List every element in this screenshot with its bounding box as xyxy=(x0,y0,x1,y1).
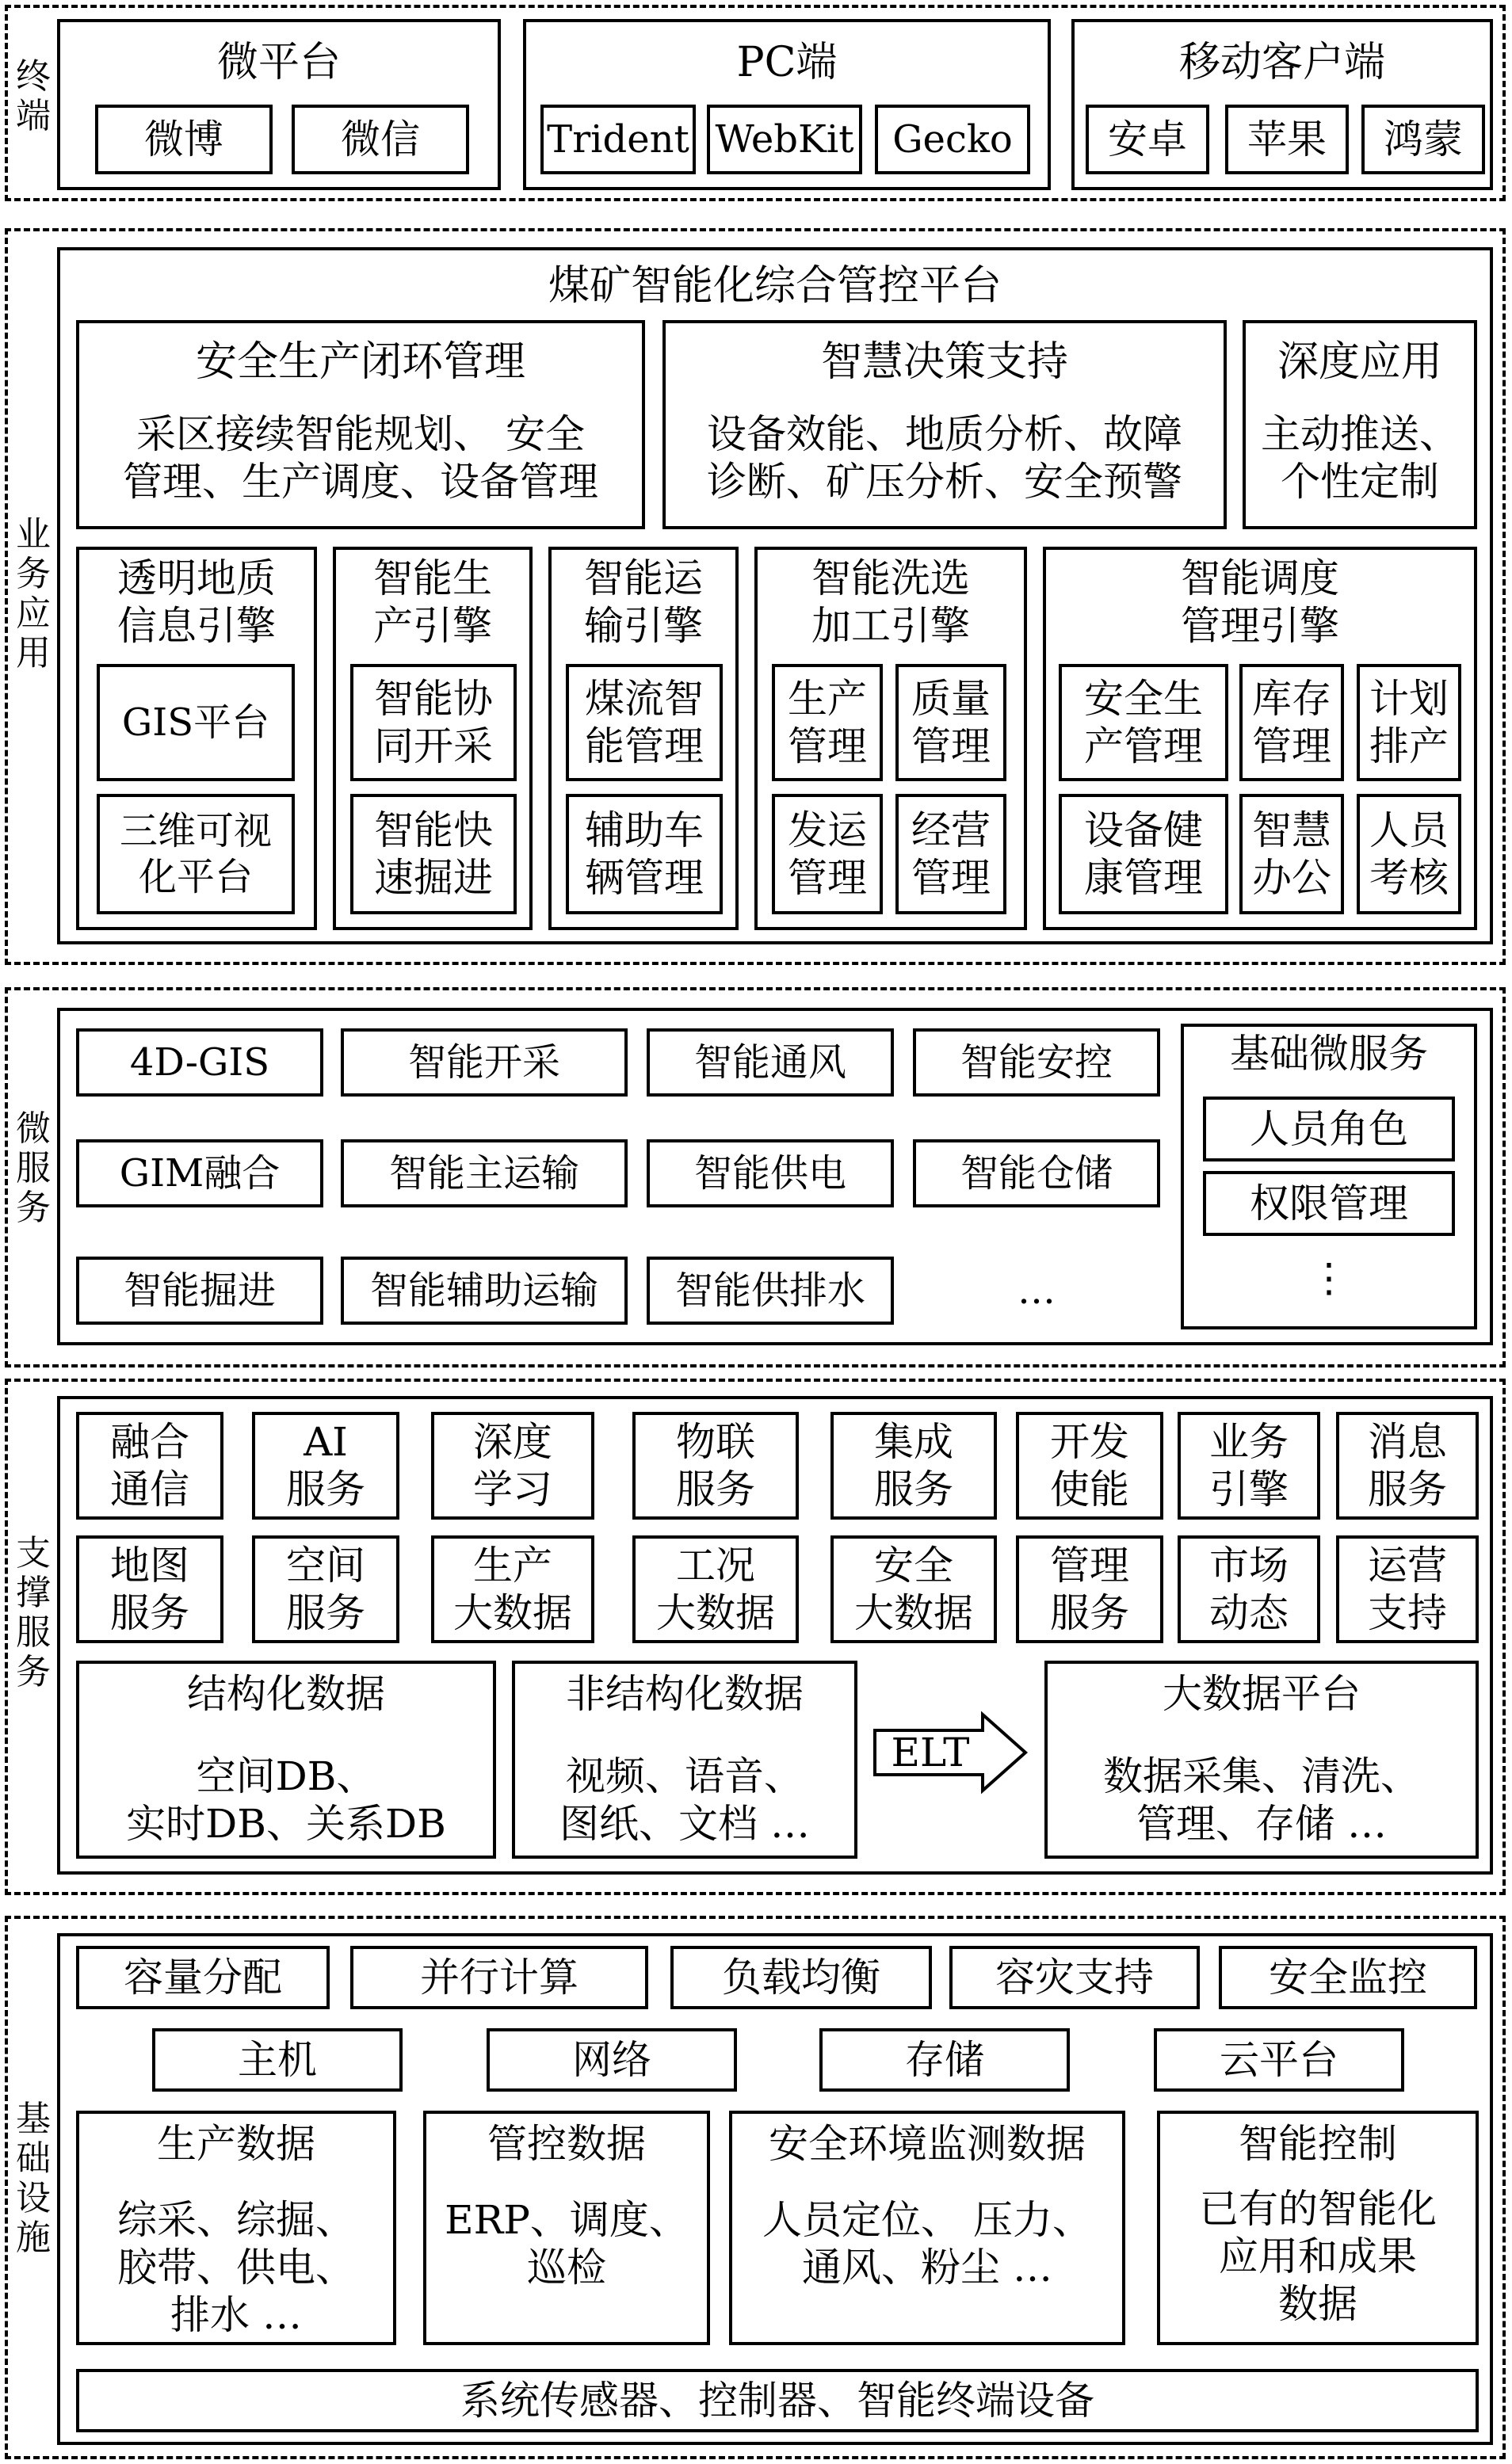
ms-smart-power-supply: 智能供电 xyxy=(647,1139,894,1207)
safety-production-closed-loop xyxy=(76,320,645,529)
production-data-title: 生产数据 xyxy=(157,2121,315,2167)
ms-smart-warehousing: 智能仓储 xyxy=(913,1139,1160,1207)
terminal-webkit: WebKit xyxy=(707,105,862,174)
smart-control-title: 智能控制 xyxy=(1239,2121,1397,2167)
smart-decision-title: 智慧决策支持 xyxy=(820,338,1068,386)
terminal-apple: 苹果 xyxy=(1225,105,1349,174)
3d-visual-platform: 三维可视 化平台 xyxy=(97,794,295,914)
base-micro-service-title: 基础微服务 xyxy=(1230,1031,1428,1077)
control-data-body: ERP、调度、 巡检 xyxy=(445,2197,689,2290)
terminal-layer-label: 终端 xyxy=(16,56,51,136)
deep-application xyxy=(1243,320,1477,529)
washing-production-mgmt: 生产 管理 xyxy=(772,664,883,781)
safety-env-data-title: 安全环境监测数据 xyxy=(769,2121,1086,2167)
platform-title: 煤矿智能化综合管控平台 xyxy=(548,262,1002,310)
safety-production-mgmt: 安全生 产管理 xyxy=(1059,664,1228,781)
production-data-body: 综采、综掘、 胶带、供电、 排水 … xyxy=(117,2197,355,2338)
unstructured-data xyxy=(512,1661,857,1859)
smart-decision-body: 设备效能、地质分析、故障 诊断、矿压分析、安全预警 xyxy=(707,411,1182,505)
deep-application-body: 主动推送、 个性定制 xyxy=(1261,411,1459,505)
dispatch-engine-title: 智能调度 管理引擎 xyxy=(1181,555,1339,649)
unstructured-data-body: 视频、语音、 图纸、文档 … xyxy=(559,1753,810,1847)
structured-data xyxy=(76,1661,496,1859)
svc-dev-enable: 开发 使能 xyxy=(1016,1412,1163,1520)
terminal-harmony: 鸿蒙 xyxy=(1361,105,1485,174)
terminal-android: 安卓 xyxy=(1086,105,1209,174)
terminal-weibo: 微博 xyxy=(95,105,273,174)
control-data xyxy=(423,2111,710,2345)
pc-title: PC端 xyxy=(736,39,838,86)
safety-production-body: 采区接续智能规划、 安全 管理、生产调度、设备管理 xyxy=(123,411,598,505)
micro-service-layer-label: 微服务 xyxy=(16,1108,51,1228)
ms-more-ellipsis: … xyxy=(1018,1268,1056,1313)
ms-personnel-role: 人员角色 xyxy=(1203,1097,1455,1161)
support-layer-label: 支撑服务 xyxy=(16,1533,51,1692)
svc-integration: 集成 服务 xyxy=(830,1412,997,1520)
bigdata-platform-body: 数据采集、清洗、 管理、存储 … xyxy=(1103,1753,1420,1847)
disaster-recovery: 容灾支持 xyxy=(949,1946,1200,2009)
ms-permission-mgmt: 权限管理 xyxy=(1203,1171,1455,1236)
terminal-gecko: Gecko xyxy=(875,105,1030,174)
ms-smart-safety-control: 智能安控 xyxy=(913,1028,1160,1097)
planning-scheduling: 计划 排产 xyxy=(1357,664,1461,781)
safety-env-data-body: 人员定位、 压力、 通风、粉尘 … xyxy=(762,2197,1092,2290)
safety-production-title: 安全生产闭环管理 xyxy=(195,338,525,386)
smart-control-body: 已有的智能化 应用和成果 数据 xyxy=(1199,2186,1437,2327)
unstructured-data-title: 非结构化数据 xyxy=(566,1671,804,1717)
geology-engine-title: 透明地质 信息引擎 xyxy=(117,555,276,649)
svc-ai: AI 服务 xyxy=(252,1412,399,1520)
structured-data-body: 空间DB、 实时DB、关系DB xyxy=(126,1753,446,1847)
production-data xyxy=(76,2111,396,2345)
terminal-trident: Trident xyxy=(540,105,696,174)
smart-office: 智慧 办公 xyxy=(1239,794,1344,914)
bigdata-platform xyxy=(1044,1661,1479,1859)
svc-message: 消息 服务 xyxy=(1336,1412,1479,1520)
svc-operation-support: 运营 支持 xyxy=(1336,1535,1479,1643)
cloud-platform: 云平台 xyxy=(1154,2028,1404,2092)
svc-market-dynamics: 市场 动态 xyxy=(1178,1535,1320,1643)
ms-4d-gis: 4D-GIS xyxy=(76,1028,323,1097)
svc-fusion-comm: 融合 通信 xyxy=(76,1412,223,1520)
ms-smart-aux-transport: 智能辅助运输 xyxy=(341,1257,628,1325)
elt-label: ELT xyxy=(891,1730,970,1776)
sensors-controllers-devices: 系统传感器、控制器、智能终端设备 xyxy=(76,2369,1479,2432)
gis-platform: GIS平台 xyxy=(97,664,295,781)
network: 网络 xyxy=(487,2028,737,2092)
svc-spatial: 空间 服务 xyxy=(252,1535,399,1643)
load-balancing: 负载均衡 xyxy=(670,1946,932,2009)
storage: 存储 xyxy=(819,2028,1070,2092)
business-layer-label: 业务应用 xyxy=(16,514,51,673)
svc-deep-learning: 深度 学习 xyxy=(431,1412,594,1520)
inventory-mgmt: 库存 管理 xyxy=(1239,664,1344,781)
washing-quality-mgmt: 质量 管理 xyxy=(895,664,1006,781)
svc-safety-bigdata: 安全 大数据 xyxy=(830,1535,997,1643)
aux-vehicle-management: 辅助车 辆管理 xyxy=(566,794,723,914)
production-engine-title: 智能生 产引擎 xyxy=(373,555,492,649)
bigdata-platform-title: 大数据平台 xyxy=(1163,1671,1361,1717)
smart-control-data xyxy=(1157,2111,1479,2345)
coal-flow-management: 煤流智 能管理 xyxy=(566,664,723,781)
safety-env-data xyxy=(729,2111,1125,2345)
svc-production-bigdata: 生产 大数据 xyxy=(431,1535,594,1643)
transport-engine-title: 智能运 输引擎 xyxy=(584,555,703,649)
smart-fast-tunneling: 智能快 速掘进 xyxy=(350,794,517,914)
ms-smart-tunneling: 智能掘进 xyxy=(76,1257,323,1325)
washing-shipping-mgmt: 发运 管理 xyxy=(772,794,883,914)
security-monitoring: 安全监控 xyxy=(1219,1946,1477,2009)
deep-application-title: 深度应用 xyxy=(1277,338,1442,386)
ms-smart-ventilation: 智能通风 xyxy=(647,1028,894,1097)
smart-coop-mining: 智能协 同开采 xyxy=(350,664,517,781)
ms-smart-mining: 智能开采 xyxy=(341,1028,628,1097)
svc-iot: 物联 服务 xyxy=(632,1412,799,1520)
terminal-wechat: 微信 xyxy=(292,105,469,174)
svc-map: 地图 服务 xyxy=(76,1535,223,1643)
ms-base-more: ⋮ xyxy=(1309,1255,1349,1301)
ms-smart-main-transport: 智能主运输 xyxy=(341,1139,628,1207)
washing-engine-title: 智能洗选 加工引擎 xyxy=(811,555,970,649)
smart-decision-support xyxy=(662,320,1227,529)
svc-management: 管理 服务 xyxy=(1016,1535,1163,1643)
micro-platform-title: 微平台 xyxy=(216,39,341,86)
svc-business-engine: 业务 引擎 xyxy=(1178,1412,1320,1520)
structured-data-title: 结构化数据 xyxy=(187,1671,385,1717)
ms-smart-water-drainage: 智能供排水 xyxy=(647,1257,894,1325)
ms-gim-fusion: GIM融合 xyxy=(76,1139,323,1207)
control-data-title: 管控数据 xyxy=(487,2121,646,2167)
parallel-computing: 并行计算 xyxy=(350,1946,648,2009)
host: 主机 xyxy=(152,2028,403,2092)
personnel-assessment: 人员 考核 xyxy=(1357,794,1461,914)
equipment-health-mgmt: 设备健 康管理 xyxy=(1059,794,1228,914)
capacity-allocation: 容量分配 xyxy=(76,1946,330,2009)
mobile-title: 移动客户端 xyxy=(1178,39,1385,86)
svc-condition-bigdata: 工况 大数据 xyxy=(632,1535,799,1643)
infra-layer-label: 基础设施 xyxy=(16,2099,51,2258)
washing-operation-mgmt: 经营 管理 xyxy=(895,794,1006,914)
